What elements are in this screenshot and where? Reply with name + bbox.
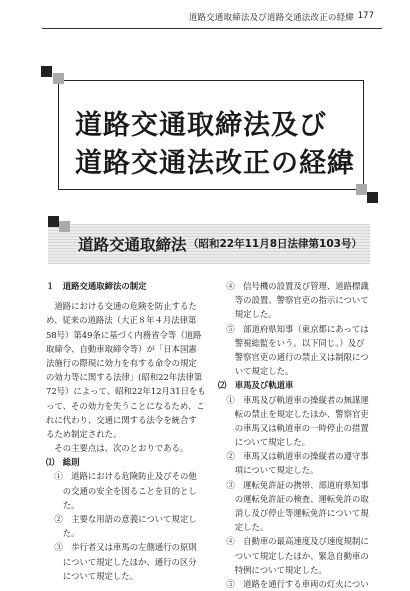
body-line: 法施行の際現に効力を有する命令の規定 xyxy=(46,357,197,368)
body-line: の車馬又は軌道車の一時停止の措置 xyxy=(218,422,369,433)
body-line: た。 xyxy=(46,528,80,539)
corner-square-bottom-grey xyxy=(356,184,367,195)
body-line: ⑤ 部道府県知事（東京都にあっては xyxy=(218,323,369,334)
body-line: ③ 歩行者又は車馬の左側通行の原則 xyxy=(46,542,197,553)
body-line: 等の設置、警察官吏の指示について xyxy=(218,295,369,306)
body-line: その主要点は、次のとおりである。 xyxy=(46,443,189,454)
body-line: の交通の安全を図ることを目的とし xyxy=(46,485,197,496)
body-line: ⑤ 道路を通行する車両の灯火につい xyxy=(218,578,369,589)
body-line: ついて規定したほか、緊急自動車の xyxy=(218,550,369,561)
body-line: ① 車馬及び軌道車の操縦者の無謀運 xyxy=(218,394,369,405)
subsection-heading: ⑵ 車馬及び軌道車 xyxy=(218,380,294,391)
body-line: るため制定された。 xyxy=(46,428,122,439)
body-line: 警察官吏の通行の禁止又は制限につ xyxy=(218,351,369,362)
body-line: 定した。 xyxy=(218,522,269,533)
body-line: 項について規定した。 xyxy=(218,465,319,476)
body-line: れに代わり、交通に関する法令を統合す xyxy=(46,414,197,425)
body-line: いて規定した。 xyxy=(218,366,294,377)
page-number: 177 xyxy=(357,11,374,21)
section-heading: １ 道路交通取締法の制定 xyxy=(46,281,147,291)
chapter-title: 道路交通取締法 xyxy=(78,236,187,254)
body-line: について規定したほか、通行の区分 xyxy=(46,556,197,567)
body-line: の効力等に関する法律」(昭和22年法律第 xyxy=(46,372,203,383)
body-line: の運転免許証の検査、運転免許の取 xyxy=(218,493,369,504)
chapter-subtitle: （昭和22年11月8日法律第103号） xyxy=(188,238,362,250)
corner-square-bottom-dark xyxy=(367,192,378,203)
chapter-square-dark xyxy=(48,216,59,227)
title-box xyxy=(58,80,364,190)
corner-square-top-dark xyxy=(41,66,52,77)
body-line: って、その効力を失うことになるため、こ xyxy=(46,400,205,411)
body-line: ② 主要な用語の意義について規定し xyxy=(46,514,197,524)
body-line: 転の禁止を規定したほか、警察官吏 xyxy=(218,408,369,419)
subsection-heading: ⑴ 総則 xyxy=(46,457,80,468)
left-column xyxy=(46,279,214,583)
body-line: について規定した。 xyxy=(218,437,310,448)
header-rule xyxy=(42,28,382,29)
chapter-bar xyxy=(48,224,370,264)
body-line: め、従来の道路法（大正８年４月法律第 xyxy=(46,315,197,326)
title-line-1: 道路交通取締法及び xyxy=(75,110,327,141)
body-line: 道路における交通の危険を防止するた xyxy=(46,301,197,312)
body-line: た。 xyxy=(46,499,80,510)
corner-square-top-grey xyxy=(53,73,64,84)
body-line: 規定した。 xyxy=(218,309,277,320)
running-head: 道路交通取締法及び道路交通法改正の経緯 xyxy=(188,13,354,23)
body-line: 消し及び停止等運転免許について規 xyxy=(218,508,369,518)
body-line: ④ 自動車の最高速度及び速度規制に xyxy=(218,536,369,547)
body-line: ④ 信号機の設置及び管理、道路標識 xyxy=(218,281,369,291)
body-line: について規定した。 xyxy=(46,570,138,581)
title-line-2: 道路交通法改正の経緯 xyxy=(75,148,355,179)
body-line: ② 車馬又は軌道車の操縦者の遵守事 xyxy=(218,451,369,462)
right-column xyxy=(218,279,378,591)
chapter-square-grey xyxy=(59,221,70,232)
body-line: 特例について規定した。 xyxy=(218,564,327,575)
body-line: 58号）第49条に基づく内務省令等（道路 xyxy=(46,329,202,340)
body-line: 72号）によって、昭和22年12月31日をも xyxy=(46,386,206,397)
body-line: ③ 運転免許証の携帯、部道府県知事 xyxy=(218,479,369,490)
body-line: 取締令、自動車取締令等）が「日本国憲 xyxy=(46,343,197,354)
body-line: 警視総監をいう。以下同じ。）及び xyxy=(218,337,365,348)
body-line: ① 道路における危険防止及びその他 xyxy=(46,471,197,482)
